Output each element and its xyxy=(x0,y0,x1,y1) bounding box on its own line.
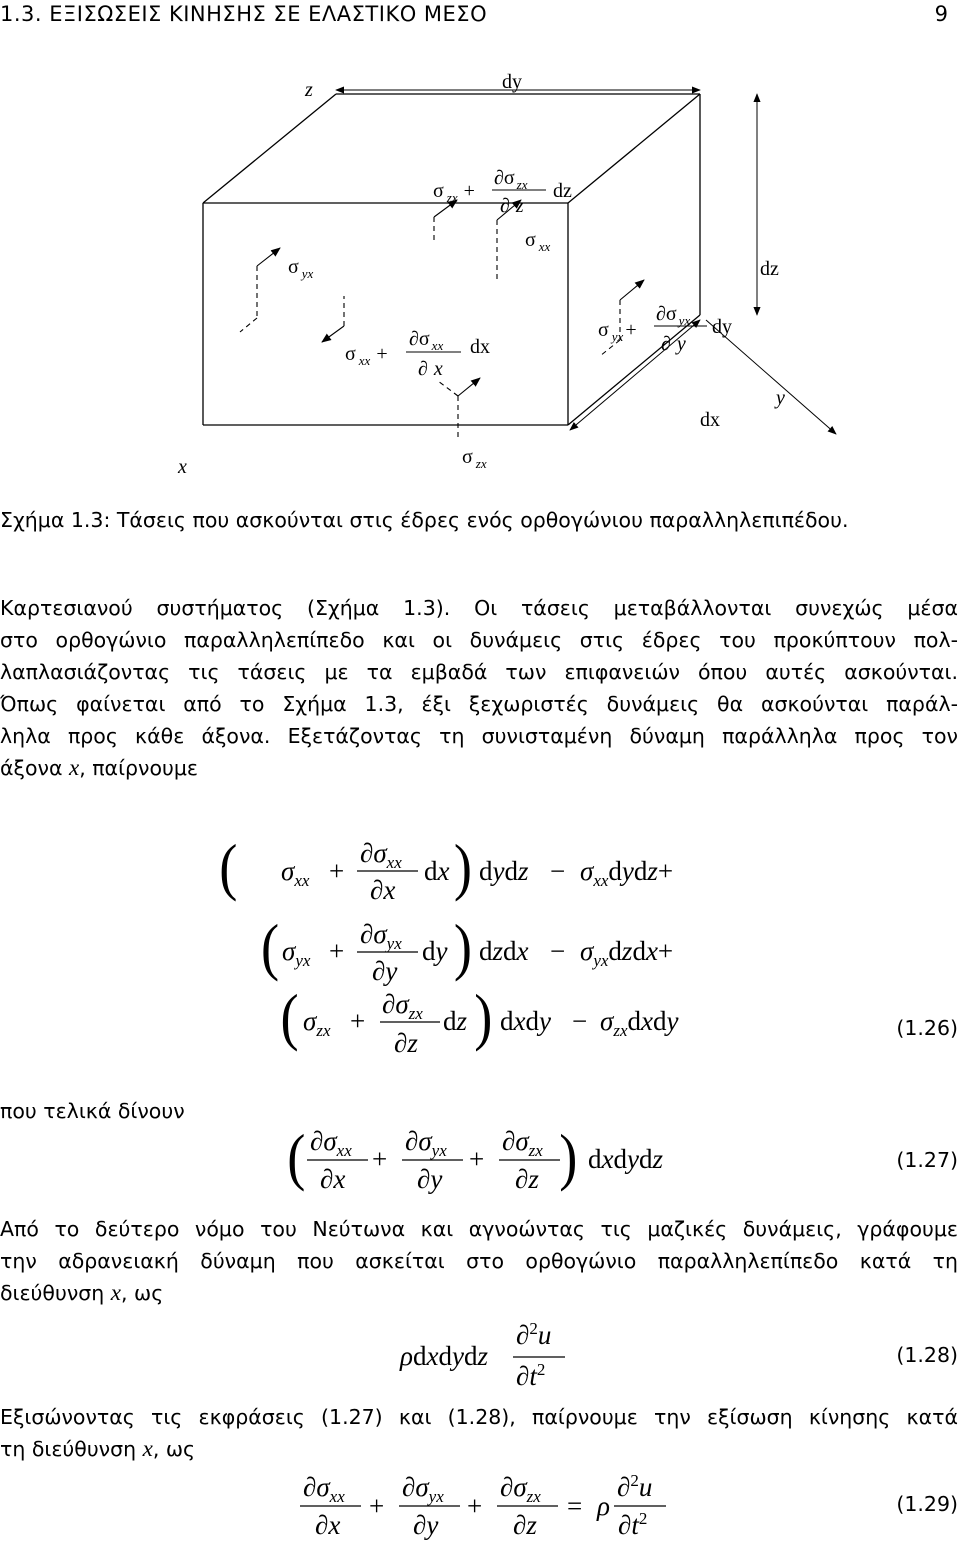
dz-top-label: dz xyxy=(553,180,572,202)
plus: + xyxy=(329,856,345,886)
frac-den: ∂z xyxy=(515,1164,539,1194)
plus: + xyxy=(469,1144,485,1174)
sigma-zx-bottom-dashed-2 xyxy=(438,381,458,396)
text-line: Εξισώνοντας τις εκφράσεις (1.27) και (1.28), παίρνουμε την εξίσωση κίνησης κατά xyxy=(0,1405,958,1429)
figure-labels xyxy=(177,71,785,478)
sigma-yx: $\sigma_{yx}$ xyxy=(282,936,311,970)
sigma-yx-left-arrow xyxy=(257,248,280,266)
frac-den: ∂y xyxy=(413,1510,439,1540)
sigma-zx-dxdy: $\sigma_{zx}dxdy$ xyxy=(600,1006,679,1040)
frac-den: $\partial t^2$ xyxy=(516,1360,546,1390)
plus: + xyxy=(467,1491,483,1521)
dxdydz: dxdydz xyxy=(588,1144,663,1174)
minus: − xyxy=(550,856,566,886)
frac-den: ∂y xyxy=(372,956,398,986)
math-var-x: x xyxy=(68,755,80,780)
y-axis-label: y xyxy=(776,387,785,409)
equation-number: (1.28) xyxy=(896,1343,958,1367)
text-line: διεύθυνση x, ως xyxy=(0,1280,164,1305)
dy-right-label: dy xyxy=(712,316,732,338)
left-paren: ( xyxy=(287,1120,306,1193)
right-paren: ) xyxy=(559,1120,578,1193)
equation-number: (1.26) xyxy=(896,1016,958,1040)
sigma-xx: $\sigma_{xx}$ xyxy=(281,856,310,890)
frac-num: $\partial\sigma_{xx}$ xyxy=(303,1472,345,1506)
dx: dx xyxy=(424,856,450,886)
partial-sigma-xx-num: ∂σ $_{xx}$ xyxy=(409,328,444,353)
box-edges xyxy=(203,94,700,425)
z-axis-label: z xyxy=(305,79,313,101)
partial-z-den: ∂ z xyxy=(500,195,524,217)
frac-den: ∂y xyxy=(417,1164,443,1194)
partial-y-den: ∂ y xyxy=(661,333,686,355)
sigma-xx-front-arrow xyxy=(322,326,344,342)
plus: + xyxy=(372,1144,388,1174)
sigma-zx-bottom-arrow xyxy=(458,378,480,396)
text-line: ληλα προς κάθε άξονα. Εξετάζοντας τη συνισταμένη δύναμη παράλληλα προς τον xyxy=(0,724,958,748)
rho: ρ xyxy=(597,1491,610,1521)
frac-den: ∂x xyxy=(315,1510,341,1540)
sigma-xx-dydz: $\sigma_{xx}dydz+$ xyxy=(580,856,674,890)
frac-num: $\partial\sigma_{xx}$ xyxy=(310,1126,352,1160)
dx-front-label: dx xyxy=(470,336,490,358)
text-line: λαπλασιάζοντας τις τάσεις με τα εμβαδά των επιφανειών όπου αυτές ασκούνται. xyxy=(0,660,958,684)
plus: + xyxy=(350,1006,366,1036)
minus: − xyxy=(572,1006,588,1036)
text-line: τη διεύθυνση x, ως xyxy=(0,1436,196,1461)
equation-1-28 xyxy=(0,1310,960,1390)
frac-num: ∂$^2$u xyxy=(516,1319,552,1350)
paragraph-1 xyxy=(0,592,958,784)
sigma-yx-left-dashed-2 xyxy=(240,318,257,332)
dz-side-label: dz xyxy=(760,258,779,280)
sigma-yx-left-label: σ $_{yx}$ xyxy=(288,256,314,281)
text-line: Καρτεσιανού συστήματος (Σχήμα 1.3). Οι τάσεις μεταβάλλονται συνεχώς μέσα xyxy=(0,596,958,620)
plus: + xyxy=(369,1491,385,1521)
section-title: 1.3. ΕΞΙΣΩΣΕΙΣ ΚΙΝΗΣΗΣ ΣΕ ΕΛΑΣΤΙΚΟ ΜΕΣΟ xyxy=(0,2,488,26)
sigma-yx-right-arrow xyxy=(620,280,644,300)
partial-x-den: ∂ x xyxy=(418,358,443,380)
frac-num: $\partial\sigma_{zx}$ xyxy=(382,989,423,1023)
left-paren: ( xyxy=(219,830,238,903)
text-line: στο ορθογώνιο παραλληλεπίπεδο και οι δυνάμεις στις έδρες του προκύπτουν πολ- xyxy=(0,628,958,652)
math-var-x: x xyxy=(110,1280,121,1305)
equation-number: (1.27) xyxy=(896,1148,958,1172)
left-paren: ( xyxy=(280,980,299,1053)
sigma-yx-right-label: σ $_{yx}$ + xyxy=(598,319,637,344)
sigma-xx-front-label: σ $_{xx}$ + xyxy=(345,343,388,368)
page-number: 9 xyxy=(934,2,948,26)
rho-dxdydz: ρdxdydz xyxy=(400,1341,488,1371)
sigma-xx-back-label: σ $_{xx}$ xyxy=(525,229,551,254)
plus: + xyxy=(329,936,345,966)
stress-arrows xyxy=(240,200,644,440)
right-paren: ) xyxy=(474,980,493,1053)
dz: dz xyxy=(443,1006,468,1036)
text-line: Όπως φαίνεται από το Σχήμα 1.3, έξι ξεχωριστές δυνάμεις θα ασκούνται παράλ- xyxy=(0,692,958,716)
frac-den: ∂x xyxy=(320,1164,346,1194)
right-paren: ) xyxy=(453,910,473,983)
frac-num: $\partial\sigma_{yx}$ xyxy=(402,1472,444,1506)
dy: dy xyxy=(422,936,448,966)
frac-den: ∂x xyxy=(370,875,396,905)
text-line: Από το δεύτερο νόμο του Νεύτωνα και αγνοώντας τις μαζικές δυνάμεις, γράφουμε xyxy=(0,1217,958,1241)
sigma-zx: $\sigma_{zx}$ xyxy=(303,1006,331,1040)
frac-num: $\partial\sigma_{xx}$ xyxy=(360,838,402,872)
running-header xyxy=(0,0,960,40)
frac-num: $\partial\sigma_{zx}$ xyxy=(502,1126,543,1160)
right-depth-edge xyxy=(568,94,700,203)
equation-number: (1.29) xyxy=(896,1492,958,1516)
dx-bottom-label: dx xyxy=(700,409,720,431)
frac-num: ∂$^2$u xyxy=(617,1471,653,1502)
equals: = xyxy=(567,1491,583,1521)
text-line: που τελικά δίνουν xyxy=(0,1099,185,1123)
equation-1-26 xyxy=(0,820,960,1080)
left-paren: ( xyxy=(260,910,280,983)
stress-box-figure xyxy=(0,60,960,480)
x-axis-label: x xyxy=(178,456,187,478)
frac-den: $\partial t^2$ xyxy=(618,1509,648,1540)
sigma-yx-dzdx: $\sigma_{yx}dzdx+$ xyxy=(580,936,674,970)
figure-caption: Σχήμα 1.3: Τάσεις που ασκούνται στις έδρες ενός ορθογώνιου παραλληλεπιπέδου. xyxy=(0,508,849,532)
frac-num: $\partial\sigma_{yx}$ xyxy=(360,919,402,953)
text-line: άξονα x, παίρνουμε xyxy=(0,755,199,780)
dxdy: dxdy xyxy=(500,1006,551,1036)
text-line: την αδρανειακή δύναμη που ασκείται στο ορθογώνιο παραλληλεπίπεδο κατά τη xyxy=(0,1249,958,1273)
right-paren: ) xyxy=(453,830,473,903)
minus: − xyxy=(550,936,566,966)
partial-sigma-zx-num: ∂σ $_{zx}$ xyxy=(494,167,528,192)
frac-den: ∂z xyxy=(513,1510,537,1540)
sigma-zx-top-label: σ $_{zx}$ + xyxy=(433,180,475,205)
equation-1-27 xyxy=(0,1115,960,1205)
paragraph-4 xyxy=(0,1401,958,1465)
equation-1-29 xyxy=(0,1462,960,1542)
partial-sigma-yx-num: ∂σ $_{yx}$ xyxy=(656,303,691,328)
frac-num: $\partial\sigma_{yx}$ xyxy=(405,1126,447,1160)
frac-den: ∂z xyxy=(394,1028,418,1058)
math-var-x: x xyxy=(142,1436,153,1461)
dydz: dydz xyxy=(479,856,529,886)
paragraph-3 xyxy=(0,1213,958,1309)
dy-top-label: dy xyxy=(502,71,522,93)
left-depth-edge xyxy=(203,94,336,203)
dzdx: dzdx xyxy=(479,936,529,966)
sigma-zx-bottom-label: σ $_{zx}$ xyxy=(462,446,487,471)
frac-num: $\partial\sigma_{zx}$ xyxy=(500,1472,541,1506)
